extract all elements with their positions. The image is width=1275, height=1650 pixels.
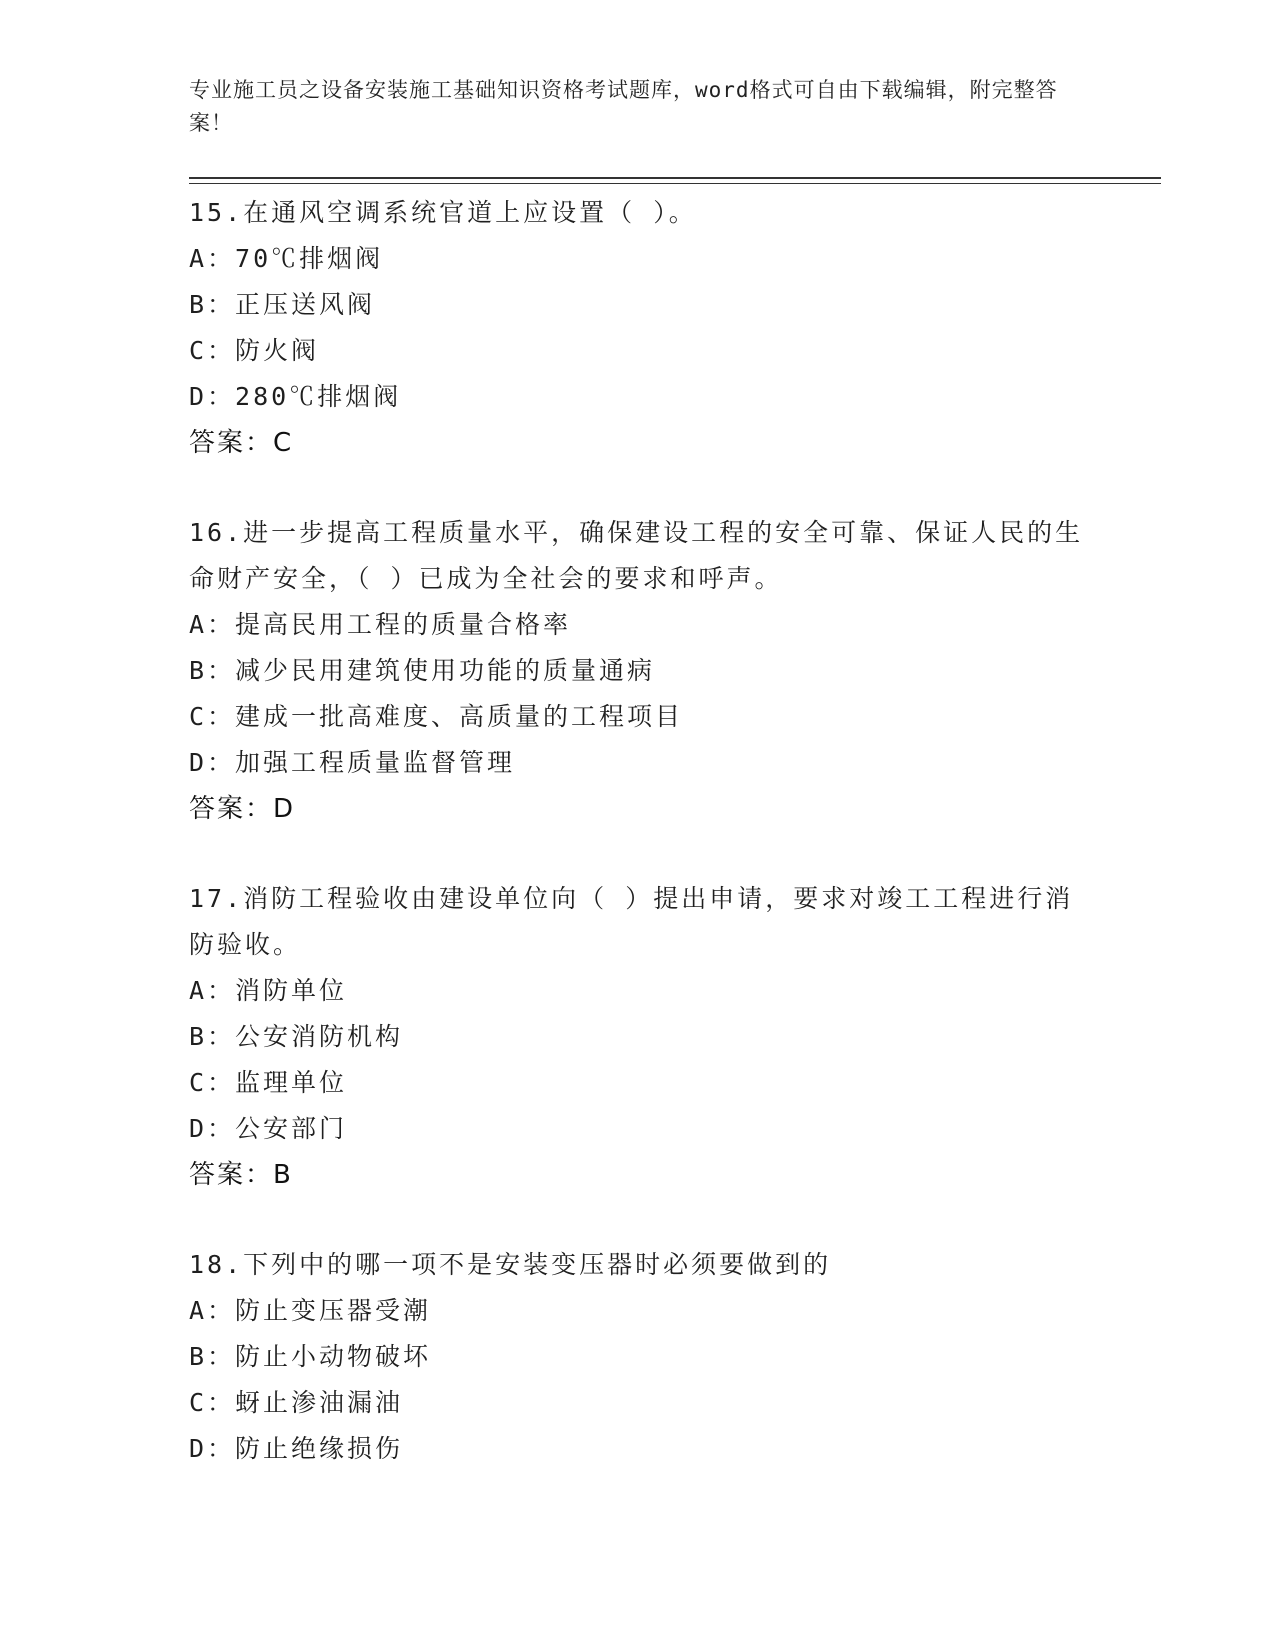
question-17 xyxy=(189,876,1089,1198)
option-b: B：正压送风阀 xyxy=(189,290,376,319)
header-rule-thick xyxy=(189,177,1161,179)
option-a: A：防止变压器受潮 xyxy=(189,1296,432,1325)
option-a: A：提高民用工程的质量合格率 xyxy=(189,610,572,639)
question-18 xyxy=(189,1242,1089,1472)
document-header: 专业施工员之设备安装施工基础知识资格考试题库，word格式可自由下载编辑，附完整答案！ xyxy=(189,78,1058,135)
answer-line: 答案：B xyxy=(189,1160,293,1190)
option-c: C：监理单位 xyxy=(189,1068,348,1097)
question-stem: 15.在通风空调系统官道上应设置（ ）。 xyxy=(189,198,697,227)
option-b: B：防止小动物破坏 xyxy=(189,1342,432,1371)
option-d: D：加强工程质量监督管理 xyxy=(189,748,516,777)
question-stem: 17.消防工程验收由建设单位向（ ）提出申请，要求对竣工工程进行消防验收。 xyxy=(189,884,1074,959)
question-15 xyxy=(189,190,1089,466)
question-stem: 16.进一步提高工程质量水平，确保建设工程的安全可靠、保证人民的生命财产安全，（ ）已成为全社会的要求和呼声。 xyxy=(189,518,1084,593)
answer-line: 答案：C xyxy=(189,428,294,458)
question-stem: 18.下列中的哪一项不是安装变压器时必须要做到的 xyxy=(189,1250,832,1279)
option-a: A：消防单位 xyxy=(189,976,348,1005)
option-c: C：建成一批高难度、高质量的工程项目 xyxy=(189,702,684,731)
question-16 xyxy=(189,510,1089,832)
option-b: B：减少民用建筑使用功能的质量通病 xyxy=(189,656,656,685)
option-d: D：280℃排烟阀 xyxy=(189,382,402,411)
header-rule-thin xyxy=(189,183,1161,184)
option-c: C：蚜止渗油漏油 xyxy=(189,1388,404,1417)
option-a: A：70℃排烟阀 xyxy=(189,244,384,273)
option-c: C：防火阀 xyxy=(189,336,320,365)
answer-line: 答案：D xyxy=(189,794,296,824)
option-d: D：公安部门 xyxy=(189,1114,348,1143)
question-list xyxy=(189,190,1089,1516)
option-b: B：公安消防机构 xyxy=(189,1022,404,1051)
option-d: D：防止绝缘损伤 xyxy=(189,1434,404,1463)
